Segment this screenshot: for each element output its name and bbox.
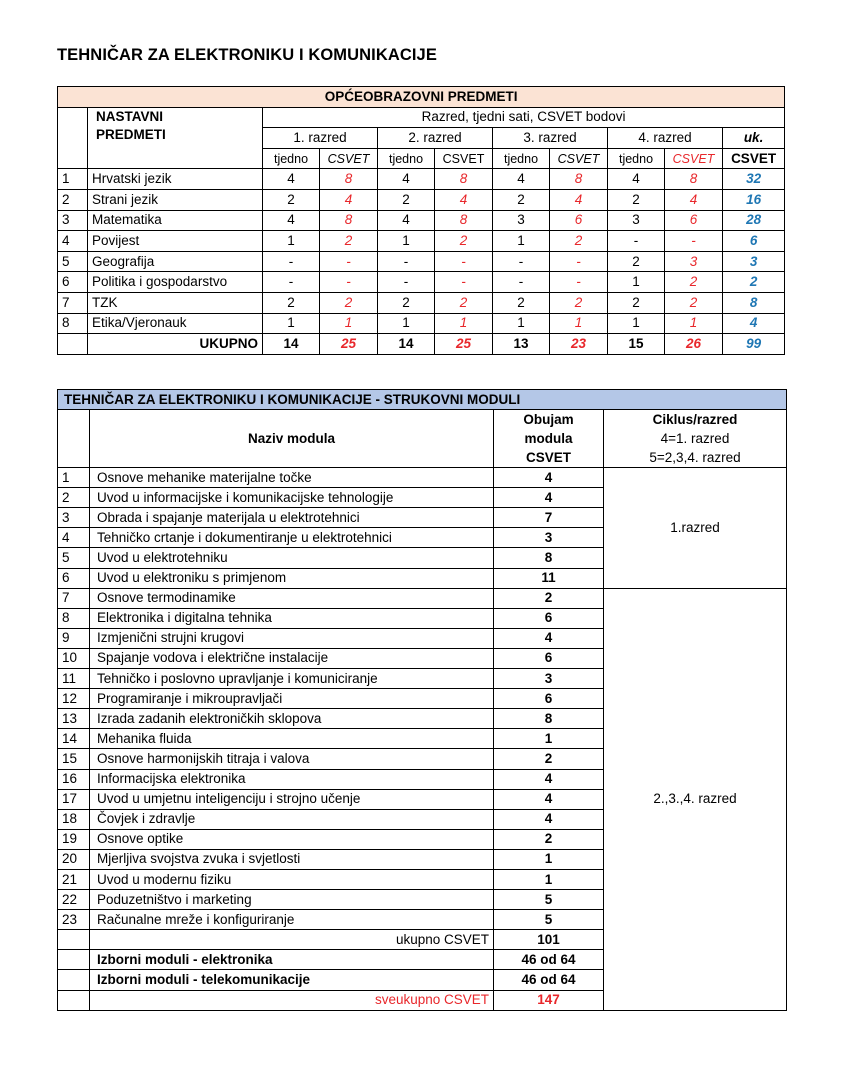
total-csvet-value: 2 (723, 272, 785, 293)
csvet-value: 1 (550, 313, 608, 334)
elective-telecom-row-empty (58, 970, 90, 990)
csvet-value: 8 (435, 169, 493, 190)
module-csvet: 6 (494, 648, 604, 668)
subject-name: Politika i gospodarstvo (88, 272, 263, 293)
module-name: Tehničko i poslovno upravljanje i komuniciranje (90, 669, 494, 689)
module-csvet: 5 (494, 910, 604, 930)
weekly-value: 2 (493, 292, 550, 313)
table-row (58, 231, 785, 252)
grade-3-label: 3. razred (493, 128, 608, 149)
cycle-label: Ciklus/razred 4=1. razred 5=2,3,4. razred (604, 410, 787, 468)
weekly-value: 4 (608, 169, 665, 190)
elective-electronics-row-empty (58, 950, 90, 970)
table-row (58, 189, 785, 210)
grand-total-row-value: 147 (494, 990, 604, 1010)
weekly-value: 1 (493, 231, 550, 252)
sum-csvet: 25 (435, 334, 493, 355)
weekly-value: - (378, 272, 435, 293)
weekly-value: - (493, 251, 550, 272)
module-number: 16 (58, 769, 90, 789)
grand-total-row-label: sveukupno CSVET (90, 990, 494, 1010)
module-name: Osnove optike (90, 829, 494, 849)
total-csvet-value: 4 (723, 313, 785, 334)
elective-electronics-row-value: 46 od 64 (494, 950, 604, 970)
total-row-empty (58, 930, 90, 950)
weekly-value: 2 (608, 292, 665, 313)
module-name-label: Naziv modula (90, 410, 494, 468)
general-subjects-table (57, 86, 785, 355)
module-number: 11 (58, 669, 90, 689)
elective-telecom-row-value: 46 od 64 (494, 970, 604, 990)
csvet-value: 6 (550, 210, 608, 231)
total-csvet-value: 6 (723, 231, 785, 252)
csvet-value: - (320, 251, 378, 272)
module-name: Osnove harmonijskih titraja i valova (90, 749, 494, 769)
csvet-value: - (550, 251, 608, 272)
module-number: 4 (58, 528, 90, 548)
col-weekly: tjedno (378, 148, 435, 169)
row-number: 2 (58, 189, 88, 210)
csvet-value: 6 (665, 210, 723, 231)
module-number: 22 (58, 890, 90, 910)
col-csvet: CSVET (550, 148, 608, 169)
csvet-value: 8 (320, 210, 378, 231)
weekly-value: 3 (608, 210, 665, 231)
module-name: Uvod u informacijske i komunikacijske tehnologije (90, 488, 494, 508)
module-csvet: 11 (494, 568, 604, 588)
module-number: 3 (58, 508, 90, 528)
module-number: 20 (58, 849, 90, 869)
module-csvet: 3 (494, 528, 604, 548)
module-name: Mjerljiva svojstva zvuka i svjetlosti (90, 849, 494, 869)
csvet-value: - (320, 272, 378, 293)
module-name: Uvod u elektroniku s primjenom (90, 568, 494, 588)
module-volume-label: Obujam modula CSVET (494, 410, 604, 468)
module-csvet: 7 (494, 508, 604, 528)
module-name: Računalne mreže i konfiguriranje (90, 910, 494, 930)
module-csvet: 2 (494, 749, 604, 769)
total-csvet-value: 32 (723, 169, 785, 190)
csvet-value: 2 (320, 292, 378, 313)
module-name: Elektronika i digitalna tehnika (90, 608, 494, 628)
weekly-value: 4 (378, 210, 435, 231)
module-number: 13 (58, 709, 90, 729)
csvet-value: 8 (665, 169, 723, 190)
weekly-value: 2 (263, 292, 320, 313)
module-number: 8 (58, 608, 90, 628)
sum-weekly: 14 (378, 334, 435, 355)
table-row (58, 588, 787, 608)
grade-2-label: 2. razred (378, 128, 493, 149)
module-name: Osnove mehanike materijalne točke (90, 468, 494, 488)
weekly-value: - (378, 251, 435, 272)
elective-telecom-row-label: Izborni moduli - telekomunikacije (90, 970, 494, 990)
weekly-value: - (263, 251, 320, 272)
sum-csvet: 23 (550, 334, 608, 355)
weekly-value: 1 (493, 313, 550, 334)
sum-weekly: 14 (263, 334, 320, 355)
module-csvet: 6 (494, 689, 604, 709)
csvet-value: - (435, 272, 493, 293)
weekly-value: 1 (378, 313, 435, 334)
col-csvet: CSVET (665, 148, 723, 169)
subjects-label: NASTAVNI PREDMETI (88, 107, 263, 169)
module-number: 2 (58, 488, 90, 508)
csvet-value: 2 (435, 292, 493, 313)
subject-name: Strani jezik (88, 189, 263, 210)
cycle-group-1: 1.razred (604, 468, 787, 589)
module-name: Mehanika fluida (90, 729, 494, 749)
module-number: 12 (58, 689, 90, 709)
weekly-value: - (493, 272, 550, 293)
module-name: Uvod u umjetnu inteligenciju i strojno učenje (90, 789, 494, 809)
total-csvet-value: 28 (723, 210, 785, 231)
csvet-value: 2 (320, 231, 378, 252)
module-name: Obrada i spajanje materijala u elektrotehnici (90, 508, 494, 528)
module-csvet: 6 (494, 608, 604, 628)
module-number: 10 (58, 648, 90, 668)
weekly-value: 2 (378, 292, 435, 313)
module-csvet: 4 (494, 809, 604, 829)
module-number: 6 (58, 568, 90, 588)
weekly-value: 2 (608, 189, 665, 210)
csvet-value: 3 (665, 251, 723, 272)
weekly-value: 3 (493, 210, 550, 231)
csvet-value: 4 (550, 189, 608, 210)
weekly-value: 1 (608, 313, 665, 334)
weekly-value: 1 (608, 272, 665, 293)
weekly-value: 1 (263, 231, 320, 252)
col-weekly: tjedno (263, 148, 320, 169)
row-number: 1 (58, 169, 88, 190)
module-csvet: 8 (494, 709, 604, 729)
grade-1-label: 1. razred (263, 128, 378, 149)
module-csvet: 3 (494, 669, 604, 689)
module-number: 15 (58, 749, 90, 769)
module-name: Osnove termodinamike (90, 588, 494, 608)
total-label-top: uk. (723, 128, 785, 149)
row-number: 8 (58, 313, 88, 334)
general-header: OPĆEOBRAZOVNI PREDMETI (58, 87, 785, 108)
module-csvet: 4 (494, 468, 604, 488)
csvet-value: 2 (665, 272, 723, 293)
csvet-value: 1 (320, 313, 378, 334)
row-number: 5 (58, 251, 88, 272)
module-csvet: 1 (494, 869, 604, 889)
csvet-value: 2 (550, 292, 608, 313)
row-number: 4 (58, 231, 88, 252)
module-name: Izmjenični strujni krugovi (90, 628, 494, 648)
weekly-value: 4 (263, 210, 320, 231)
module-csvet: 4 (494, 488, 604, 508)
grand-total-row-empty (58, 990, 90, 1010)
sum-weekly: 15 (608, 334, 665, 355)
module-name: Spajanje vodova i električne instalacije (90, 648, 494, 668)
weekly-value: 4 (378, 169, 435, 190)
subject-name: Hrvatski jezik (88, 169, 263, 190)
module-number: 23 (58, 910, 90, 930)
sum-empty-cell (58, 334, 88, 355)
csvet-value: - (435, 251, 493, 272)
module-csvet: 4 (494, 789, 604, 809)
weekly-value: - (608, 231, 665, 252)
module-number: 17 (58, 789, 90, 809)
csvet-value: 4 (320, 189, 378, 210)
table-row (58, 272, 785, 293)
module-number: 14 (58, 729, 90, 749)
table-row (58, 210, 785, 231)
col-csvet: CSVET (435, 148, 493, 169)
module-number: 9 (58, 628, 90, 648)
module-number: 5 (58, 548, 90, 568)
page-title: TEHNIČAR ZA ELEKTRONIKU I KOMUNIKACIJE (57, 46, 437, 64)
module-csvet: 4 (494, 628, 604, 648)
sum-weekly: 13 (493, 334, 550, 355)
module-name: Čovjek i zdravlje (90, 809, 494, 829)
module-csvet: 1 (494, 849, 604, 869)
modules-table (57, 389, 787, 1011)
module-name: Poduzetništvo i marketing (90, 890, 494, 910)
total-row-value: 101 (494, 930, 604, 950)
module-csvet: 2 (494, 829, 604, 849)
col-weekly: tjedno (608, 148, 665, 169)
table-row (58, 292, 785, 313)
weekly-value: 1 (263, 313, 320, 334)
weekly-value: - (263, 272, 320, 293)
col-weekly: tjedno (493, 148, 550, 169)
module-number: 1 (58, 468, 90, 488)
weekly-value: 4 (493, 169, 550, 190)
csvet-value: 4 (665, 189, 723, 210)
row-number: 6 (58, 272, 88, 293)
module-csvet: 5 (494, 890, 604, 910)
subject-name: Povijest (88, 231, 263, 252)
csvet-value: 2 (550, 231, 608, 252)
weekly-value: 2 (608, 251, 665, 272)
sum-row (58, 334, 785, 355)
csvet-value: 1 (435, 313, 493, 334)
row-number: 7 (58, 292, 88, 313)
module-name: Tehničko crtanje i dokumentiranje u elektrotehnici (90, 528, 494, 548)
weekly-value: 1 (378, 231, 435, 252)
table-row (58, 313, 785, 334)
table-row (58, 468, 787, 488)
cycle-group-2: 2.,3.,4. razred (604, 588, 787, 1010)
subject-name: Etika/Vjeronauk (88, 313, 263, 334)
csvet-value: 8 (550, 169, 608, 190)
csvet-value: 8 (320, 169, 378, 190)
elective-electronics-row-label: Izborni moduli - elektronika (90, 950, 494, 970)
module-number: 7 (58, 588, 90, 608)
subject-name: Matematika (88, 210, 263, 231)
group-label: Razred, tjedni sati, CSVET bodovi (263, 107, 785, 128)
subject-name: TZK (88, 292, 263, 313)
total-csvet-value: 3 (723, 251, 785, 272)
csvet-value: - (550, 272, 608, 293)
csvet-value: 2 (665, 292, 723, 313)
subject-name: Geografija (88, 251, 263, 272)
module-number: 19 (58, 829, 90, 849)
general-header-row (58, 87, 785, 108)
module-csvet: 4 (494, 769, 604, 789)
weekly-value: 2 (263, 189, 320, 210)
sum-csvet: 25 (320, 334, 378, 355)
module-number: 21 (58, 869, 90, 889)
module-number: 18 (58, 809, 90, 829)
csvet-value: - (665, 231, 723, 252)
module-csvet: 1 (494, 729, 604, 749)
module-name: Uvod u elektrotehniku (90, 548, 494, 568)
module-csvet: 8 (494, 548, 604, 568)
module-name: Informacijska elektronika (90, 769, 494, 789)
weekly-value: 4 (263, 169, 320, 190)
csvet-value: 2 (435, 231, 493, 252)
sum-total: 99 (723, 334, 785, 355)
csvet-value: 1 (665, 313, 723, 334)
sum-label: UKUPNO (88, 334, 263, 355)
weekly-value: 2 (378, 189, 435, 210)
total-csvet-value: 8 (723, 292, 785, 313)
total-row-label: ukupno CSVET (90, 930, 494, 950)
weekly-value: 2 (493, 189, 550, 210)
csvet-value: 8 (435, 210, 493, 231)
row-number: 3 (58, 210, 88, 231)
grade-4-label: 4. razred (608, 128, 723, 149)
table-row (58, 251, 785, 272)
module-name: Uvod u modernu fiziku (90, 869, 494, 889)
modules-header: TEHNIČAR ZA ELEKTRONIKU I KOMUNIKACIJE - STRUKOVNI MODULI (58, 390, 787, 410)
total-label-bottom: CSVET (723, 148, 785, 169)
module-name: Izrada zadanih elektroničkih sklopova (90, 709, 494, 729)
sum-csvet: 26 (665, 334, 723, 355)
total-csvet-value: 16 (723, 189, 785, 210)
csvet-value: 4 (435, 189, 493, 210)
table-row (58, 169, 785, 190)
module-name: Programiranje i mikroupravljači (90, 689, 494, 709)
module-csvet: 2 (494, 588, 604, 608)
col-csvet: CSVET (320, 148, 378, 169)
